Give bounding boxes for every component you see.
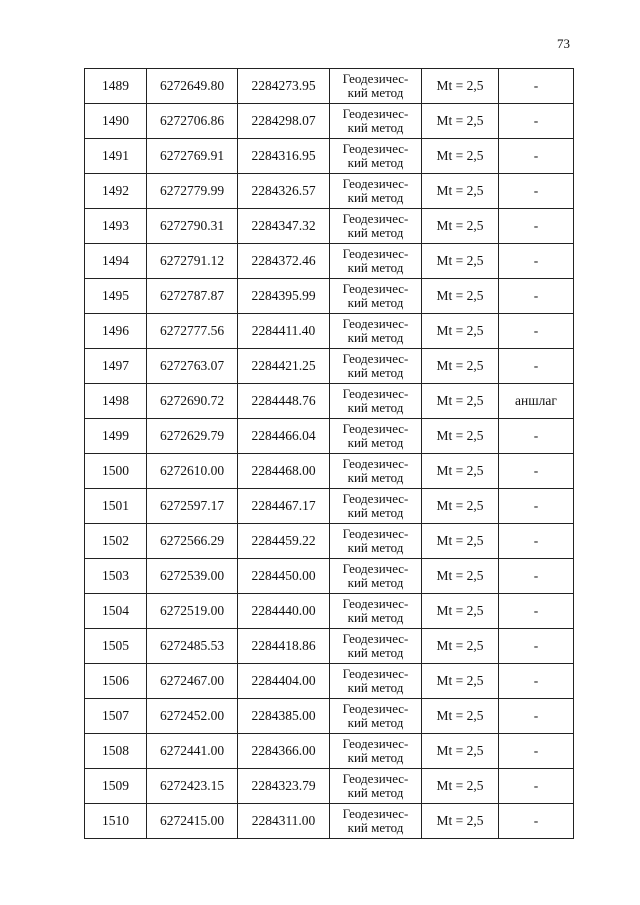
point-number-cell: 1494 xyxy=(85,244,147,279)
x-coordinate-cell: 6272791.12 xyxy=(147,244,238,279)
method-cell xyxy=(330,629,422,664)
note-cell: - xyxy=(499,314,574,349)
method-line-2: кий метод xyxy=(347,575,404,590)
method-line-1: Геодезичес- xyxy=(342,281,409,296)
x-coordinate-cell: 6272790.31 xyxy=(147,209,238,244)
method-cell xyxy=(330,349,422,384)
method-line-2: кий метод xyxy=(347,295,404,310)
method-line-1: Геодезичес- xyxy=(342,456,409,471)
method-cell xyxy=(330,769,422,804)
method-line-1: Геодезичес- xyxy=(342,386,409,401)
table-row xyxy=(85,594,574,629)
note-cell: - xyxy=(499,629,574,664)
table-row xyxy=(85,454,574,489)
x-coordinate-cell: 6272690.72 xyxy=(147,384,238,419)
accuracy-cell: Mt = 2,5 xyxy=(422,69,499,104)
x-coordinate-cell: 6272415.00 xyxy=(147,804,238,839)
method-line-1: Геодезичес- xyxy=(342,526,409,541)
table-row xyxy=(85,769,574,804)
y-coordinate-cell: 2284468.00 xyxy=(238,454,330,489)
method-line-2: кий метод xyxy=(347,225,404,240)
y-coordinate-cell: 2284421.25 xyxy=(238,349,330,384)
point-number-cell: 1492 xyxy=(85,174,147,209)
y-coordinate-cell: 2284385.00 xyxy=(238,699,330,734)
y-coordinate-cell: 2284347.32 xyxy=(238,209,330,244)
point-number-cell: 1489 xyxy=(85,69,147,104)
method-cell xyxy=(330,104,422,139)
point-number-cell: 1506 xyxy=(85,664,147,699)
method-cell xyxy=(330,384,422,419)
method-cell xyxy=(330,524,422,559)
method-line-2: кий метод xyxy=(347,85,404,100)
accuracy-cell: Mt = 2,5 xyxy=(422,559,499,594)
y-coordinate-cell: 2284298.07 xyxy=(238,104,330,139)
accuracy-cell: Mt = 2,5 xyxy=(422,279,499,314)
method-cell xyxy=(330,139,422,174)
point-number-cell: 1509 xyxy=(85,769,147,804)
note-cell: - xyxy=(499,419,574,454)
method-line-1: Геодезичес- xyxy=(342,491,409,506)
table-row xyxy=(85,489,574,524)
table-row xyxy=(85,69,574,104)
y-coordinate-cell: 2284459.22 xyxy=(238,524,330,559)
accuracy-cell: Mt = 2,5 xyxy=(422,524,499,559)
note-cell: - xyxy=(499,209,574,244)
note-cell: - xyxy=(499,279,574,314)
method-line-1: Геодезичес- xyxy=(342,176,409,191)
x-coordinate-cell: 6272539.00 xyxy=(147,559,238,594)
accuracy-cell: Mt = 2,5 xyxy=(422,349,499,384)
y-coordinate-cell: 2284366.00 xyxy=(238,734,330,769)
method-line-1: Геодезичес- xyxy=(342,421,409,436)
method-line-1: Геодезичес- xyxy=(342,736,409,751)
point-number-cell: 1500 xyxy=(85,454,147,489)
note-cell: - xyxy=(499,524,574,559)
point-number-cell: 1510 xyxy=(85,804,147,839)
note-cell: аншлаг xyxy=(499,384,574,419)
accuracy-cell: Mt = 2,5 xyxy=(422,139,499,174)
method-cell xyxy=(330,454,422,489)
note-cell: - xyxy=(499,594,574,629)
table-row xyxy=(85,384,574,419)
method-line-2: кий метод xyxy=(347,715,404,730)
table-row xyxy=(85,139,574,174)
x-coordinate-cell: 6272566.29 xyxy=(147,524,238,559)
point-number-cell: 1503 xyxy=(85,559,147,594)
method-line-1: Геодезичес- xyxy=(342,806,409,821)
method-line-2: кий метод xyxy=(347,680,404,695)
accuracy-cell: Mt = 2,5 xyxy=(422,104,499,139)
x-coordinate-cell: 6272629.79 xyxy=(147,419,238,454)
method-cell xyxy=(330,699,422,734)
point-number-cell: 1493 xyxy=(85,209,147,244)
table-row xyxy=(85,209,574,244)
x-coordinate-cell: 6272485.53 xyxy=(147,629,238,664)
table-row xyxy=(85,629,574,664)
point-number-cell: 1497 xyxy=(85,349,147,384)
table-row xyxy=(85,559,574,594)
table-row xyxy=(85,244,574,279)
method-line-1: Геодезичес- xyxy=(342,596,409,611)
method-line-1: Геодезичес- xyxy=(342,211,409,226)
table-row xyxy=(85,524,574,559)
y-coordinate-cell: 2284316.95 xyxy=(238,139,330,174)
method-line-2: кий метод xyxy=(347,540,404,555)
point-number-cell: 1490 xyxy=(85,104,147,139)
table-row xyxy=(85,104,574,139)
method-line-2: кий метод xyxy=(347,750,404,765)
table-row xyxy=(85,419,574,454)
x-coordinate-cell: 6272706.86 xyxy=(147,104,238,139)
point-number-cell: 1491 xyxy=(85,139,147,174)
y-coordinate-cell: 2284411.40 xyxy=(238,314,330,349)
table-row xyxy=(85,664,574,699)
method-line-1: Геодезичес- xyxy=(342,71,409,86)
method-cell xyxy=(330,174,422,209)
note-cell: - xyxy=(499,699,574,734)
method-line-2: кий метод xyxy=(347,190,404,205)
method-line-1: Геодезичес- xyxy=(342,351,409,366)
point-number-cell: 1501 xyxy=(85,489,147,524)
x-coordinate-cell: 6272610.00 xyxy=(147,454,238,489)
method-cell xyxy=(330,279,422,314)
note-cell: - xyxy=(499,804,574,839)
x-coordinate-cell: 6272519.00 xyxy=(147,594,238,629)
x-coordinate-cell: 6272452.00 xyxy=(147,699,238,734)
x-coordinate-cell: 6272763.07 xyxy=(147,349,238,384)
y-coordinate-cell: 2284440.00 xyxy=(238,594,330,629)
table-row xyxy=(85,699,574,734)
method-line-1: Геодезичес- xyxy=(342,701,409,716)
method-line-2: кий метод xyxy=(347,155,404,170)
point-number-cell: 1496 xyxy=(85,314,147,349)
point-number-cell: 1507 xyxy=(85,699,147,734)
x-coordinate-cell: 6272777.56 xyxy=(147,314,238,349)
method-line-1: Геодезичес- xyxy=(342,246,409,261)
table-row xyxy=(85,804,574,839)
x-coordinate-cell: 6272787.87 xyxy=(147,279,238,314)
y-coordinate-cell: 2284448.76 xyxy=(238,384,330,419)
note-cell: - xyxy=(499,734,574,769)
y-coordinate-cell: 2284326.57 xyxy=(238,174,330,209)
y-coordinate-cell: 2284418.86 xyxy=(238,629,330,664)
y-coordinate-cell: 2284311.00 xyxy=(238,804,330,839)
note-cell: - xyxy=(499,244,574,279)
accuracy-cell: Mt = 2,5 xyxy=(422,629,499,664)
coordinates-table xyxy=(84,68,574,839)
method-line-1: Геодезичес- xyxy=(342,141,409,156)
accuracy-cell: Mt = 2,5 xyxy=(422,594,499,629)
method-cell xyxy=(330,804,422,839)
method-line-1: Геодезичес- xyxy=(342,106,409,121)
note-cell: - xyxy=(499,664,574,699)
accuracy-cell: Mt = 2,5 xyxy=(422,244,499,279)
method-line-2: кий метод xyxy=(347,470,404,485)
method-line-2: кий метод xyxy=(347,505,404,520)
method-line-1: Геодезичес- xyxy=(342,771,409,786)
method-cell xyxy=(330,664,422,699)
method-cell xyxy=(330,489,422,524)
x-coordinate-cell: 6272467.00 xyxy=(147,664,238,699)
method-line-2: кий метод xyxy=(347,330,404,345)
method-cell xyxy=(330,559,422,594)
note-cell: - xyxy=(499,454,574,489)
x-coordinate-cell: 6272423.15 xyxy=(147,769,238,804)
accuracy-cell: Mt = 2,5 xyxy=(422,419,499,454)
note-cell: - xyxy=(499,174,574,209)
x-coordinate-cell: 6272597.17 xyxy=(147,489,238,524)
method-line-2: кий метод xyxy=(347,820,404,835)
point-number-cell: 1508 xyxy=(85,734,147,769)
table-row xyxy=(85,314,574,349)
accuracy-cell: Mt = 2,5 xyxy=(422,769,499,804)
method-line-2: кий метод xyxy=(347,785,404,800)
accuracy-cell: Mt = 2,5 xyxy=(422,174,499,209)
method-cell xyxy=(330,594,422,629)
y-coordinate-cell: 2284372.46 xyxy=(238,244,330,279)
method-cell xyxy=(330,209,422,244)
accuracy-cell: Mt = 2,5 xyxy=(422,804,499,839)
method-line-1: Геодезичес- xyxy=(342,561,409,576)
page-number: 73 xyxy=(557,36,570,51)
method-line-2: кий метод xyxy=(347,435,404,450)
accuracy-cell: Mt = 2,5 xyxy=(422,664,499,699)
accuracy-cell: Mt = 2,5 xyxy=(422,314,499,349)
accuracy-cell: Mt = 2,5 xyxy=(422,209,499,244)
accuracy-cell: Mt = 2,5 xyxy=(422,699,499,734)
coordinates-table-body xyxy=(85,69,574,839)
point-number-cell: 1499 xyxy=(85,419,147,454)
note-cell: - xyxy=(499,104,574,139)
y-coordinate-cell: 2284466.04 xyxy=(238,419,330,454)
table-row xyxy=(85,349,574,384)
point-number-cell: 1505 xyxy=(85,629,147,664)
method-line-2: кий метод xyxy=(347,365,404,380)
method-line-2: кий метод xyxy=(347,260,404,275)
method-cell xyxy=(330,419,422,454)
accuracy-cell: Mt = 2,5 xyxy=(422,454,499,489)
method-line-1: Геодезичес- xyxy=(342,631,409,646)
method-line-2: кий метод xyxy=(347,120,404,135)
note-cell: - xyxy=(499,349,574,384)
method-line-1: Геодезичес- xyxy=(342,666,409,681)
y-coordinate-cell: 2284467.17 xyxy=(238,489,330,524)
x-coordinate-cell: 6272441.00 xyxy=(147,734,238,769)
method-line-2: кий метод xyxy=(347,645,404,660)
note-cell: - xyxy=(499,769,574,804)
y-coordinate-cell: 2284404.00 xyxy=(238,664,330,699)
note-cell: - xyxy=(499,559,574,594)
x-coordinate-cell: 6272649.80 xyxy=(147,69,238,104)
method-cell xyxy=(330,244,422,279)
method-cell xyxy=(330,734,422,769)
method-line-2: кий метод xyxy=(347,610,404,625)
note-cell: - xyxy=(499,139,574,174)
method-cell xyxy=(330,69,422,104)
note-cell: - xyxy=(499,69,574,104)
y-coordinate-cell: 2284395.99 xyxy=(238,279,330,314)
y-coordinate-cell: 2284450.00 xyxy=(238,559,330,594)
table-row xyxy=(85,279,574,314)
method-line-1: Геодезичес- xyxy=(342,316,409,331)
note-cell: - xyxy=(499,489,574,524)
table-row xyxy=(85,734,574,769)
point-number-cell: 1498 xyxy=(85,384,147,419)
method-line-2: кий метод xyxy=(347,400,404,415)
y-coordinate-cell: 2284323.79 xyxy=(238,769,330,804)
point-number-cell: 1502 xyxy=(85,524,147,559)
y-coordinate-cell: 2284273.95 xyxy=(238,69,330,104)
accuracy-cell: Mt = 2,5 xyxy=(422,734,499,769)
method-cell xyxy=(330,314,422,349)
x-coordinate-cell: 6272769.91 xyxy=(147,139,238,174)
x-coordinate-cell: 6272779.99 xyxy=(147,174,238,209)
point-number-cell: 1504 xyxy=(85,594,147,629)
accuracy-cell: Mt = 2,5 xyxy=(422,384,499,419)
accuracy-cell: Mt = 2,5 xyxy=(422,489,499,524)
point-number-cell: 1495 xyxy=(85,279,147,314)
table-row xyxy=(85,174,574,209)
